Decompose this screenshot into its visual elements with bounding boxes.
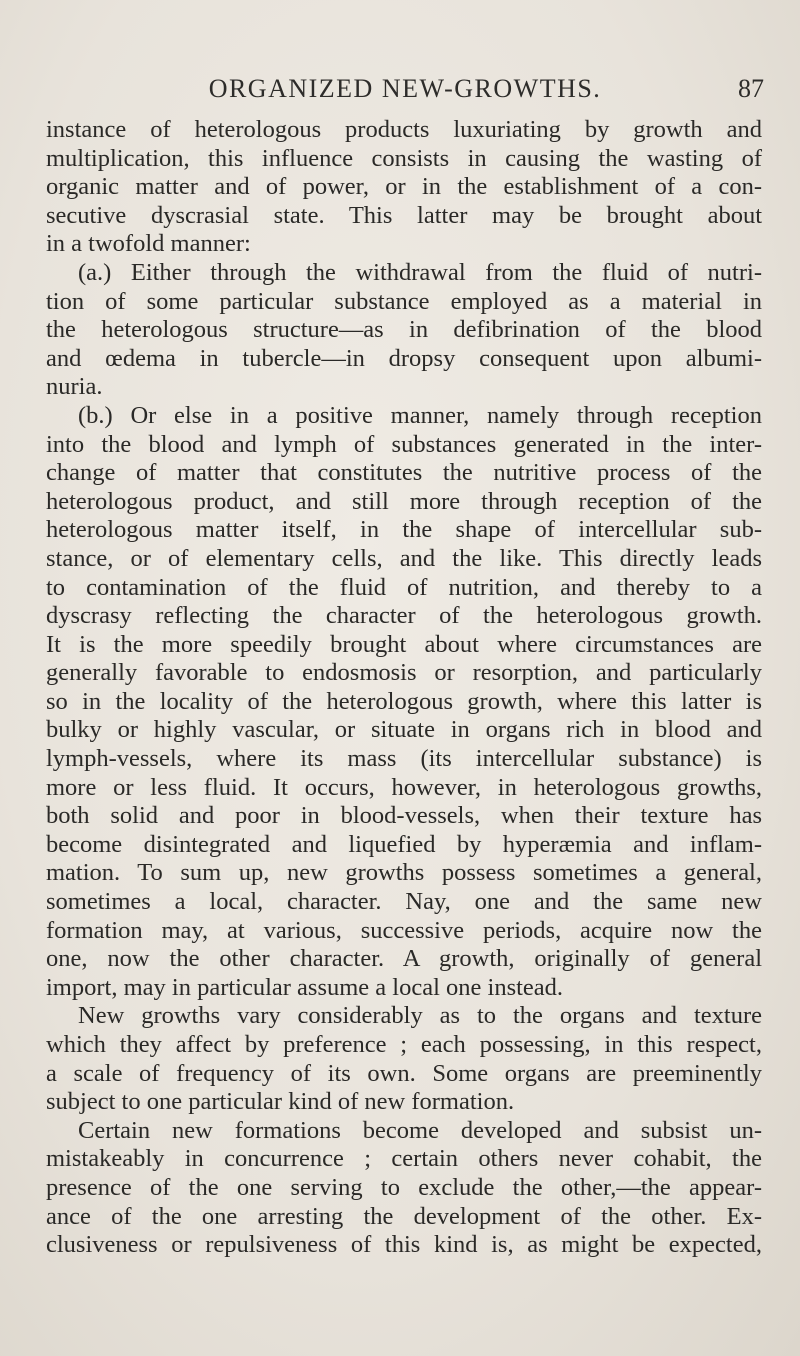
running-head <box>46 72 764 106</box>
text-line: (a.) Either through the withdrawal from the fluid of nutri- <box>78 258 762 286</box>
text-line: lymph-vessels, where its mass (its intercellular substance) is <box>46 745 762 773</box>
text-line: so in the locality of the heterologous growth, where this latter is <box>46 687 762 715</box>
page-number: 87 <box>738 74 764 103</box>
text-line: heterologous matter itself, in the shape of intercellular sub- <box>46 516 762 544</box>
text-line: instance of heterologous products luxuriating by growth and <box>46 116 762 143</box>
body-text <box>46 116 762 1260</box>
text-line: heterologous product, and still more through reception of the <box>46 487 762 515</box>
text-line: multiplication, this influence consists in causing the wasting of <box>46 144 762 172</box>
text-line: nuria. <box>46 373 103 401</box>
text-line: formation may, at various, successive periods, acquire now the <box>46 916 762 944</box>
text-line: into the blood and lymph of substances generated in the inter- <box>46 430 762 458</box>
text-line: mation. To sum up, new growths possess sometimes a general, <box>46 859 762 887</box>
text-line: Certain new formations become developed and subsist un- <box>78 1116 762 1144</box>
text-line: one, now the other character. A growth, originally of general <box>46 945 762 973</box>
text-line: clusiveness or repulsiveness of this kind is, as might be expected, <box>46 1231 762 1259</box>
text-line: dyscrasy reflecting the character of the heterologous growth. <box>46 602 762 630</box>
text-line: tion of some particular substance employed as a material in <box>46 287 762 315</box>
text-line: stance, or of elementary cells, and the like. This directly leads <box>46 544 762 572</box>
running-title: ORGANIZED NEW-GROWTHS. <box>208 74 602 103</box>
text-line: in a twofold manner: <box>46 230 251 258</box>
text-line: the heterologous structure—as in defibrination of the blood <box>46 316 762 344</box>
text-line: subject to one particular kind of new formation. <box>46 1088 515 1116</box>
text-line: sometimes a local, character. Nay, one and the same new <box>46 888 762 916</box>
text-line: a scale of frequency of its own. Some organs are preeminently <box>46 1059 762 1087</box>
text-line: bulky or highly vascular, or situate in organs rich in blood and <box>46 716 762 744</box>
text-line: generally favorable to endosmosis or resorption, and particularly <box>46 659 762 687</box>
text-line: become disintegrated and liquefied by hyperæmia and inflam- <box>46 830 762 858</box>
text-line: It is the more speedily brought about where circumstances are <box>46 630 762 658</box>
text-line: secutive dyscrasial state. This latter may be brought about <box>46 201 762 229</box>
text-line: which they affect by preference ; each possessing, in this respect, <box>46 1031 762 1058</box>
text-line: import, may in particular assume a local one instead. <box>46 973 564 1001</box>
text-line: to contamination of the fluid of nutrition, and thereby to a <box>46 573 762 601</box>
text-line: organic matter and of power, or in the establishment of a con- <box>46 173 762 201</box>
text-line: change of matter that constitutes the nutritive process of the <box>46 459 762 487</box>
text-line: presence of the one serving to exclude the other,—the appear- <box>46 1173 762 1201</box>
text-line: mistakeably in concurrence ; certain others never cohabit, the <box>46 1145 762 1173</box>
text-line: New growths vary considerably as to the organs and texture <box>78 1002 762 1030</box>
text-line: more or less fluid. It occurs, however, in heterologous growths, <box>46 773 762 801</box>
text-line: both solid and poor in blood-vessels, when their texture has <box>46 802 762 830</box>
text-line: (b.) Or else in a positive manner, namely through reception <box>78 401 762 429</box>
text-line: and œdema in tubercle—in dropsy consequent upon albumi- <box>46 344 762 372</box>
text-line: ance of the one arresting the development of the other. Ex- <box>46 1202 762 1230</box>
